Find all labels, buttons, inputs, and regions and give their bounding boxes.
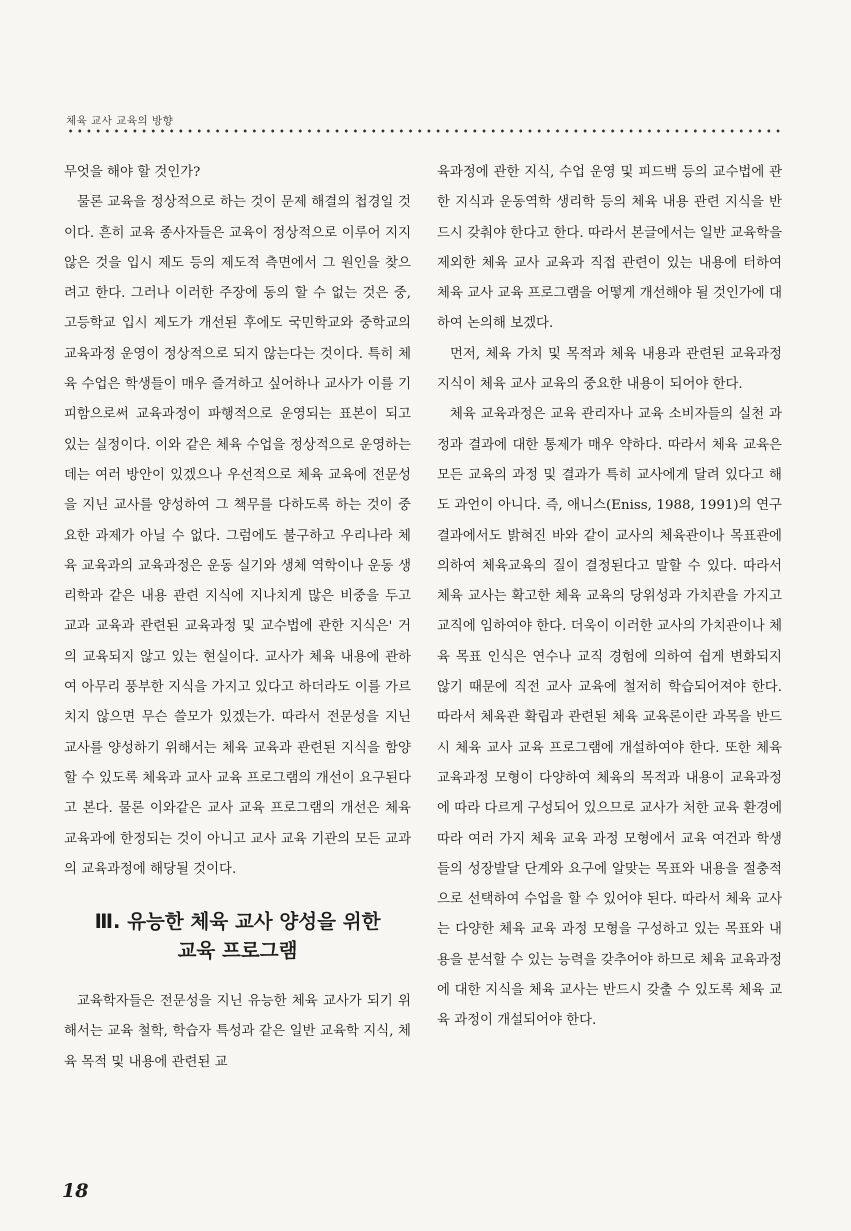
section-title-line-1: Ⅲ. 유능한 체육 교사 양성을 위한 <box>94 910 381 934</box>
left-paragraph-2: 교육학자들은 전문성을 지닌 유능한 체육 교사가 되기 위해서는 교육 철학, 학습자 특성과 같은 일반 교육학 지식, 체육 목적 및 내용에 관련된 교 <box>64 994 411 1070</box>
left-paragraph-1: 물론 교육을 정상적으로 하는 것이 문제 해결의 첩경일 것이다. 흔히 교육 종사자들은 교육이 정상적으로 이루어 지지 않은 것을 입시 제도 등의 제도적 측면에서 그 원인을 찾으려고 한다. 그러나 이러한 주장에 동의 할 수 없는 것은 중, 고등학교 입시 제도가 개선된 후에도 국민학교와 중학교의 교육과정 운영이 정상적으로 되지 않는다는 것이다. 특히 체육 수업은 학생들이 매우 즐겨하고 싶어하나 교사가 이를 기피함으로써 교육과정이 파행적으로 운영되는 표본이 되고 있는 실정이다. 이와 같은 체육 수업을 정상적으로 운영하는 데는 여러 방안이 있겠으나 우선적으로 체육 교육에 전문성을 지닌 교사를 양성하여 그 책무를 다하도록 하는 것이 중요한 과제가 아닐 수 없다. 그럼에도 불구하고 우리나라 체육 교육과의 교육과정은 운동 실기와 생체 역학이나 운동 생리학과 같은 내용 관련 지식에 지나치게 많은 비중을 두고 교과 교육과 관련된 교육과정 및 교수법에 관한 지식은' 거의 교육되지 않고 있는 현실이다. 교사가 체육 내용에 관하여 아무리 풍부한 지식을 가지고 있다고 하더라도 이를 가르치지 않으면 무슨 쓸모가 있겠는가. 따라서 전문성을 지닌 교사를 양성하기 위해서는 체육 교육과 관련된 지식을 함양할 수 있도록 체육과 교사 교육 프로그램의 개선이 요구된다고 본다. 물론 이와같은 교사 교육 프로그램의 개선은 체육 교육과에 한정되는 것이 아니고 교사 교육 기관의 모든 교과의 교육과정에 해당될 것이다. <box>64 195 411 877</box>
left-heading-line: 무엇을 해야 할 것인가? <box>64 165 201 180</box>
dotted-header-rule <box>66 128 782 134</box>
left-column <box>64 158 411 1078</box>
section-title <box>64 907 411 965</box>
right-paragraph-2: 먼저, 체육 가치 및 목적과 체육 내용과 관련된 교육과정 지식이 체육 교사 교육의 중요한 내용이 되어야 한다. <box>437 346 782 393</box>
section-title-line-2: 교육 프로그램 <box>177 939 298 963</box>
page-number: 18 <box>62 1180 89 1202</box>
right-paragraph-1: 육과정에 관한 지식, 수업 운영 및 피드백 등의 교수법에 관한 지식과 운동역학 생리학 등의 체육 내용 관련 지식을 반드시 갖춰야 한다고 한다. 따라서 본글에서는 일반 교육학을 제외한 체육 교사 교육과 직접 관련이 있는 내용에 터하여 체육 교사 교육 프로그램을 어떻게 개선해야 될 것인가에 대하여 논의해 보겠다. <box>437 165 782 332</box>
right-paragraph-3: 체육 교육과정은 교육 관리자나 교육 소비자들의 실천 과정과 결과에 대한 통제가 매우 약하다. 따라서 체육 교육은 모든 교육의 과정 및 결과가 특히 교사에게 달려 있다고 해도 과언이 아니다. 즉, 애니스(Eniss, 1988, 1991)의 연구 결과에서도 밝혀진 바와 같이 교사의 체육관이나 목표관에 의하여 체육교육의 질이 결정된다고 말할 수 있다. 따라서 체육 교사는 확고한 체육 교육의 당위성과 가치관을 가지고 교직에 임하여야 한다. 더욱이 이러한 교사의 가치관이나 체육 목표 인식은 연수나 교직 경험에 의하여 쉽게 변화되지 않기 때문에 직전 교사 교육에 철저히 학습되어져야 한다. 따라서 체육관 확립과 관련된 체육 교육론이란 과목을 반드시 체육 교사 교육 프로그램에 개설하여야 한다. 또한 체육 교육과정 모형이 다양하여 체육의 목적과 내용이 교육과정에 따라 다르게 구성되어 있으므로 교사가 처한 교육 환경에 따라 여러 가지 체육 교육 과정 모형에서 교육 여건과 학생들의 성장발달 단계와 요구에 알맞는 목표와 내용을 절충적으로 선택하여 수업을 할 수 있어야 된다. 따라서 체육 교사는 다양한 체육 교육 과정 모형을 구성하고 있는 목표와 내용을 분석할 수 있는 능력을 갖추어야 하므로 체육 교육과정에 대한 지식을 체육 교사는 반드시 갖출 수 있도록 체육 교육 과정이 개설되어야 한다. <box>437 407 782 1029</box>
right-column <box>437 158 782 1037</box>
running-head: 체육 교사 교육의 방향 <box>66 115 174 127</box>
